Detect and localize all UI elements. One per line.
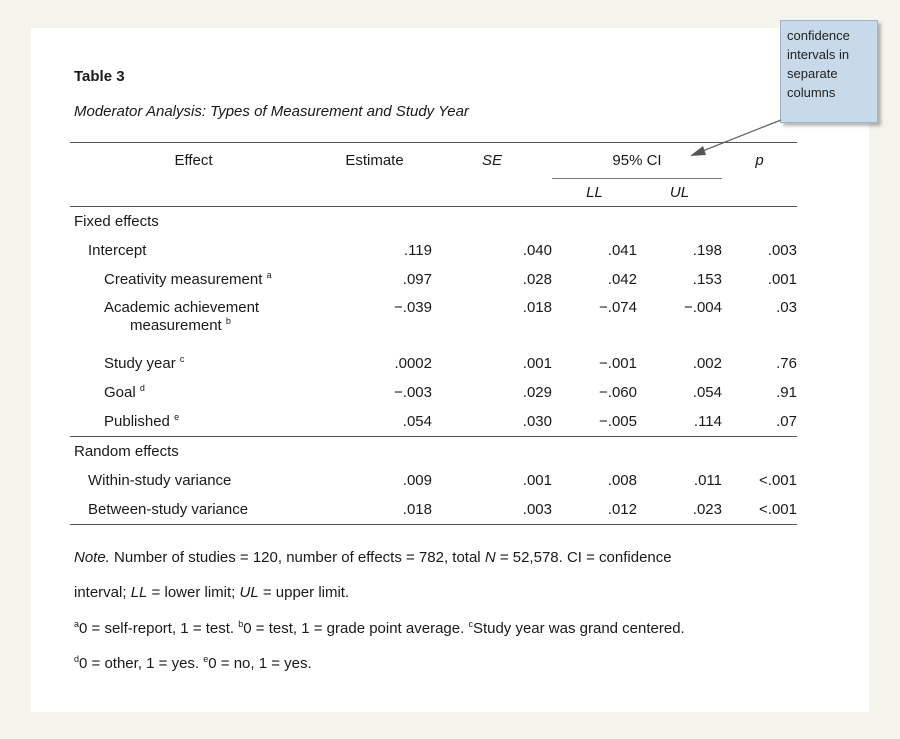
- note-label: Note.: [74, 549, 110, 566]
- table-row: [70, 236, 797, 265]
- cell-ul: −.004: [684, 299, 722, 316]
- cell-p: <.001: [759, 472, 797, 489]
- cell-estimate: .009: [402, 472, 432, 489]
- cell-estimate: .0002: [394, 355, 432, 372]
- cell-p: .003: [767, 242, 797, 259]
- note-text: = upper limit.: [258, 584, 350, 601]
- cell-estimate: .119: [403, 242, 432, 259]
- row-label-cell: [70, 407, 317, 437]
- footnote-marker: e: [174, 412, 180, 422]
- cell-ul: .023: [637, 495, 722, 525]
- callout-line: columns: [787, 85, 836, 100]
- cell-ll: .041: [607, 242, 637, 259]
- cell-p: .91: [776, 384, 797, 401]
- header-ci: 95% CI: [552, 143, 722, 179]
- moderator-table: [70, 142, 797, 525]
- footnote-text: Study year was grand centered.: [472, 620, 685, 637]
- table-note-line-1: [74, 549, 672, 566]
- table-row: [70, 466, 797, 495]
- callout-line: confidence: [787, 28, 850, 43]
- section-row-random: [70, 437, 797, 467]
- table-note-footnotes-2: [74, 655, 312, 672]
- table-note-line-2: [74, 584, 349, 601]
- footnote-text: 0 = self-report, 1 = test.: [79, 620, 239, 637]
- row-label: Intercept: [88, 242, 147, 259]
- table-row: [70, 378, 797, 407]
- header-se: SE: [432, 143, 552, 207]
- cell-p: .001: [767, 271, 797, 288]
- callout-line: separate: [787, 66, 838, 81]
- cell-se: .003: [432, 495, 552, 525]
- footnote-text: 0 = other, 1 = yes.: [79, 655, 204, 672]
- table-title: Moderator Analysis: Types of Measurement and Study Year: [74, 103, 469, 120]
- cell-ll: −.074: [599, 299, 637, 316]
- cell-se: .001: [522, 355, 552, 372]
- cell-se: .030: [522, 413, 552, 430]
- cell-p: .76: [776, 355, 797, 372]
- cell-p: .07: [776, 413, 797, 430]
- cell-ll: −.005: [599, 413, 637, 430]
- cell-estimate: −.039: [394, 299, 432, 316]
- header-row: [70, 143, 797, 179]
- note-text: UL: [239, 584, 259, 601]
- section-label: Random effects: [70, 437, 797, 467]
- table-row: [70, 407, 797, 437]
- cell-ll: −.001: [599, 355, 637, 372]
- row-label: Goal: [104, 384, 136, 401]
- table-row: [70, 265, 797, 294]
- cell-estimate: .054: [402, 413, 432, 430]
- note-text: LL: [130, 584, 148, 601]
- cell-se: .040: [522, 242, 552, 259]
- cell-estimate: .018: [317, 495, 432, 525]
- cell-estimate: .097: [402, 271, 432, 288]
- cell-ul: .054: [692, 384, 722, 401]
- table-note-footnotes-1: [74, 620, 685, 637]
- row-label: Between-study variance: [70, 495, 317, 525]
- footnote-marker: c: [468, 619, 473, 629]
- header-p: p: [722, 143, 797, 207]
- cell-ul: .153: [692, 271, 722, 288]
- footnote-marker: c: [179, 354, 185, 364]
- cell-ll: .008: [607, 472, 637, 489]
- footnote-marker: e: [203, 654, 209, 664]
- header-estimate: Estimate: [317, 143, 432, 207]
- footnote-marker: d: [74, 654, 80, 664]
- note-text: = lower limit;: [147, 584, 240, 601]
- cell-se: .029: [522, 384, 552, 401]
- row-label-cell: [70, 349, 317, 378]
- row-label: Within-study variance: [88, 472, 232, 489]
- cell-ul: .002: [692, 355, 722, 372]
- note-text: N: [484, 549, 496, 566]
- note-text: Number of studies = 120, number of effects = 782, total: [109, 549, 485, 566]
- row-label: Study year: [104, 355, 176, 372]
- section-row-fixed: [70, 207, 797, 237]
- row-label: Academic achievement: [104, 299, 260, 316]
- footnote-marker: a: [74, 619, 80, 629]
- footnote-marker: a: [266, 270, 272, 280]
- header-ll: LL: [552, 179, 637, 207]
- table-row: [70, 495, 797, 525]
- cell-ll: .042: [607, 271, 637, 288]
- footnote-marker: b: [238, 619, 244, 629]
- row-label-cell: [70, 265, 317, 294]
- cell-ll: .012: [552, 495, 637, 525]
- cell-ll: −.060: [599, 384, 637, 401]
- cell-se: .018: [522, 299, 552, 316]
- cell-p: .03: [776, 299, 797, 316]
- footnote-text: 0 = test, 1 = grade point average.: [243, 620, 469, 637]
- note-text: interval;: [74, 584, 131, 601]
- cell-se: .001: [522, 472, 552, 489]
- cell-ul: .198: [692, 242, 722, 259]
- row-label: Published: [104, 413, 170, 430]
- row-label-cell: [70, 294, 317, 349]
- footnote-marker: b: [225, 316, 231, 326]
- row-label-continued: [104, 317, 317, 334]
- note-text: = 52,578. CI = confidence: [495, 549, 672, 566]
- row-label-cell: [70, 378, 317, 407]
- cell-estimate: −.003: [394, 384, 432, 401]
- header-effect: Effect: [70, 143, 317, 207]
- cell-ul: .114: [693, 413, 722, 430]
- section-label: Fixed effects: [74, 213, 159, 230]
- header-ul: UL: [637, 179, 722, 207]
- cell-p: <.001: [722, 495, 797, 525]
- table-row: [70, 349, 797, 378]
- callout-line: intervals in: [787, 47, 850, 62]
- cell-se: .028: [522, 271, 552, 288]
- footnote-text: 0 = no, 1 = yes.: [208, 655, 312, 672]
- footnote-marker: d: [139, 383, 145, 393]
- row-label-2: measurement: [130, 317, 222, 334]
- cell-ul: .011: [693, 472, 722, 489]
- callout-box: [780, 20, 878, 123]
- table-row: [70, 294, 797, 349]
- row-label: Creativity measurement: [104, 271, 263, 288]
- table-label: Table 3: [74, 68, 125, 85]
